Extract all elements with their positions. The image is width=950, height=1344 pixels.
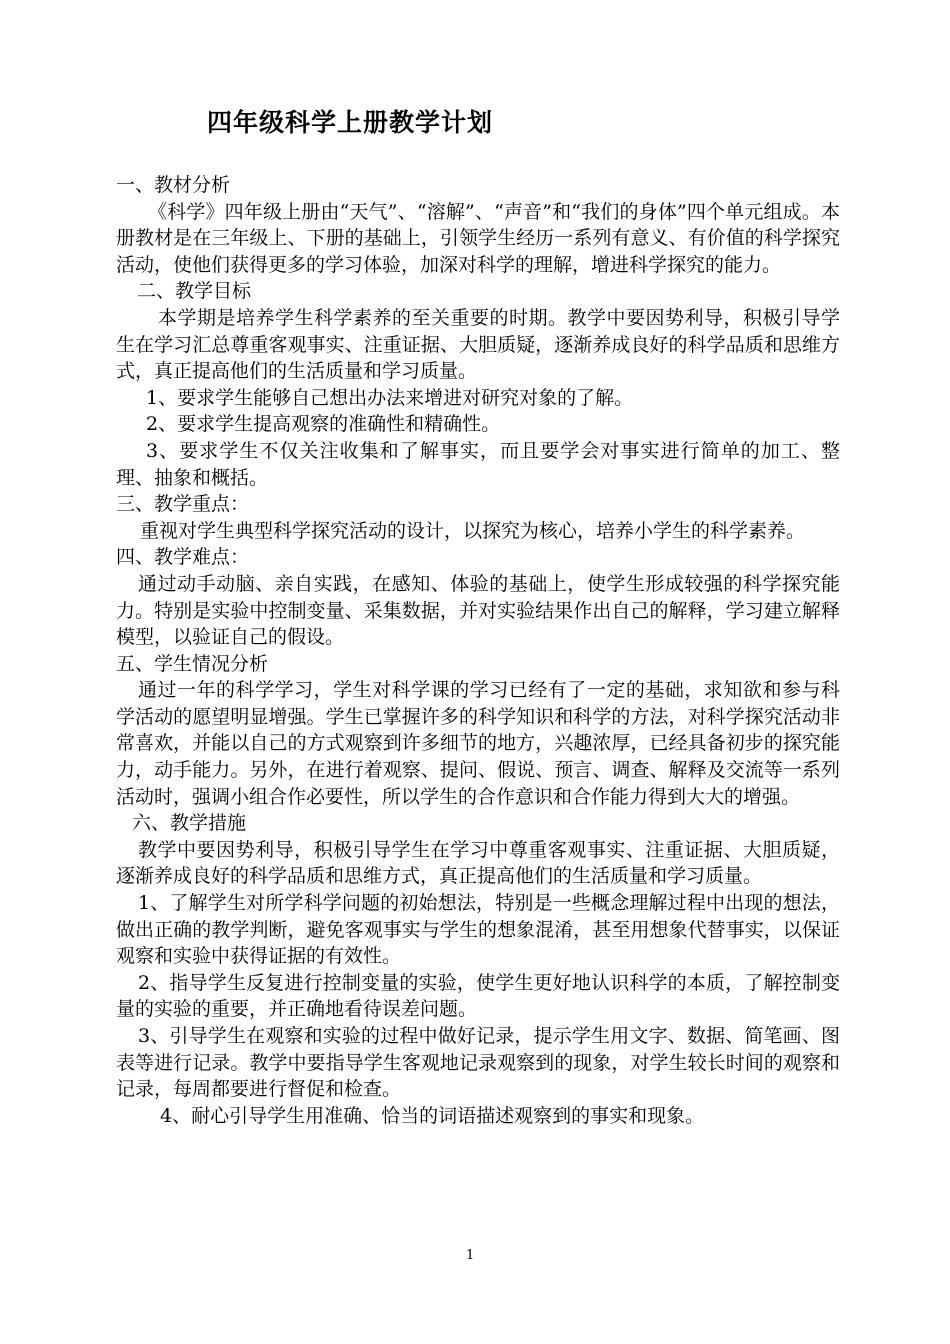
document-title: 四年级科学上册教学计划	[207, 108, 494, 137]
list-item: 2、要求学生提高观察的准确性和精确性。	[146, 413, 501, 436]
document-body	[116, 172, 840, 1129]
list-item: 3、引导学生在观察和实验的过程中做好记录，提示学生用文字、数据、简笔画、图表等进行记录。教学中要指导学生客观地记录观察到的现象，对学生较长时间的观察和记录，每周都要进行督促和检查。	[116, 1025, 840, 1101]
list-item: 1、要求学生能够自己想出办法来增进对研究对象的了解。	[146, 386, 634, 409]
section-heading-student-analysis: 五、学生情况分析	[116, 652, 269, 675]
list-item: 1、了解学生对所学科学问题的初始想法，特别是一些概念理解过程中出现的想法，做出正确的教学判断，避免客观事实与学生的想象混淆，甚至用想象代替事实，以保证观察和实验中获得证据的有效性。	[116, 892, 840, 968]
list-item: 2、指导学生反复进行控制变量的实验，使学生更好地认识科学的本质，了解控制变量的实验的重要，并正确地看待误差问题。	[116, 971, 840, 1021]
paragraph: 通过一年的科学学习，学生对科学课的学习已经有了一定的基础，求知欲和参与科学活动的愿望明显增强。学生已掌握许多的科学知识和科学的方法，对科学探究活动非常喜欢，并能以自己的方式观察到许多细节的地方，兴趣浓厚，已经具备初步的探究能力，动手能力。另外，在进行着观察、提问、假说、预言、调查、解释及交流等一系列活动时，强调小组合作必要性，所以学生的合作意识和合作能力得到大大的增强。	[116, 679, 840, 808]
section-heading-key-points: 三、教学重点：	[116, 493, 250, 516]
paragraph: 重视对学生典型科学探究活动的设计，以探究为核心，培养小学生的科学素养。	[140, 519, 806, 542]
section-heading-difficulties: 四、教学难点：	[116, 546, 250, 569]
section-heading-teaching-goals: 二、教学目标	[137, 280, 252, 303]
section-heading-teaching-measures: 六、教学措施	[132, 812, 247, 835]
list-item: 3、要求学生不仅关注收集和了解事实，而且要学会对事实进行简单的加工、整理、抽象和概括。	[116, 439, 840, 489]
paragraph: 本学期是培养学生科学素养的至关重要的时期。教学中要因势利导，积极引导学生在学习汇总尊重客观事实、注重证据、大胆质疑，逐渐养成良好的科学品质和思维方式，真正提高他们的生活质量和学习质量。	[116, 306, 840, 383]
page-number: 1	[466, 1248, 475, 1263]
section-heading-textbook-analysis: 一、教材分析	[116, 174, 231, 196]
paragraph: 教学中要因势利导，积极引导学生在学习中尊重客观事实、注重证据、大胆质疑，逐渐养成良好的科学品质和思维方式，真正提高他们的生活质量和学习质量。	[116, 838, 840, 888]
paragraph: 《科学》四年级上册由“天气”、“溶解”、“声音”和“我们的身体”四个单元组成。本册教材是在三年级上、下册的基础上，引领学生经历一系列有意义、有价值的科学探究活动，使他们获得更多的学习体验，加深对科学的理解，增进科学探究的能力。	[116, 200, 840, 276]
paragraph: 通过动手动脑、亲自实践，在感知、体验的基础上，使学生形成较强的科学探究能力。特别是实验中控制变量、采集数据，并对实验结果作出自己的解释，学习建立解释模型，以验证自己的假设。	[116, 572, 840, 649]
list-item: 4、耐心引导学生用准确、恰当的词语描述观察到的事实和现象。	[160, 1104, 705, 1127]
